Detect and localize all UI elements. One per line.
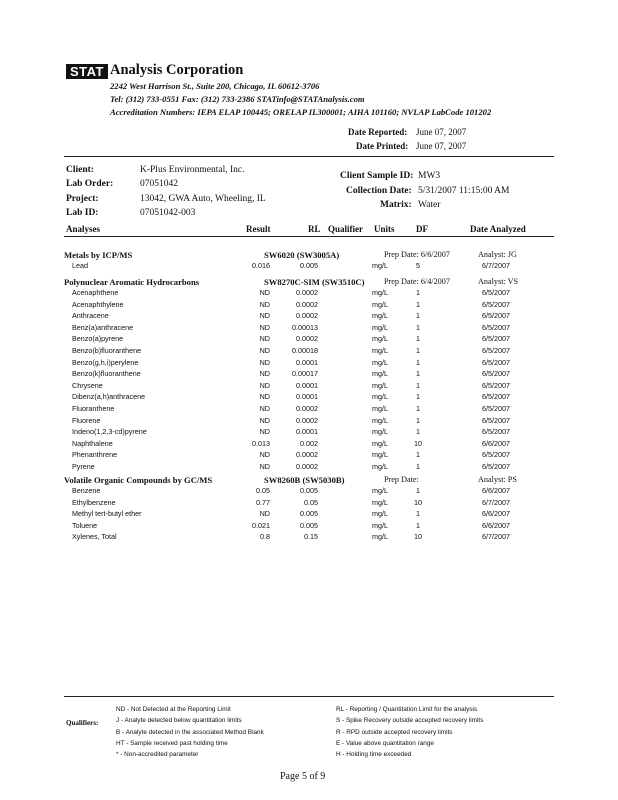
qualifier-note: S - Spike Recovery outside accepted recovery limits [336, 717, 484, 724]
analyte-units: mg/L [372, 532, 388, 542]
analyte-rl: 0.002 [300, 438, 318, 448]
analyte-date: 6/5/2007 [482, 392, 510, 402]
company-name: Analysis Corporation [110, 62, 244, 78]
analyte-name: Benzo(a)pyrene [72, 334, 124, 344]
project-value: 13042, GWA Auto, Wheeling, IL [140, 194, 266, 204]
analyte-rl: 0.005 [300, 509, 318, 519]
analyte-units: mg/L [372, 357, 388, 367]
matrix-value: Water [418, 200, 441, 210]
analyte-rl: 0.0001 [296, 427, 318, 437]
analyte-rl: 0.05 [304, 497, 318, 507]
analyte-date: 6/7/2007 [482, 261, 510, 270]
analyte-date: 6/5/2007 [482, 346, 510, 355]
analyte-date: 6/6/2007 [482, 509, 510, 519]
analyte-date: 6/5/2007 [482, 415, 510, 425]
analyte-units: mg/L [372, 380, 388, 390]
analyte-result: 0.013 [252, 438, 270, 448]
lab-order-value: 07051042 [140, 179, 178, 189]
analyte-units: mg/L [372, 288, 388, 297]
accreditation-numbers: Accreditation Numbers: IEPA ELAP 100445; ORELAP IL300001; AIHA 101160; NVLAP LabCode 101202 [110, 107, 492, 117]
analyte-result: ND [259, 509, 270, 519]
analyte-name: Pyrene [72, 462, 95, 471]
analyte-df: 10 [414, 438, 422, 448]
analyte-df: 1 [416, 404, 420, 413]
analyte-result: ND [259, 288, 270, 297]
table-header-line [64, 236, 554, 237]
analyte-df: 10 [414, 497, 422, 507]
analyte-df: 1 [416, 288, 420, 297]
analyte-result: ND [259, 311, 270, 321]
analyte-name: Naphthalene [72, 438, 113, 448]
analyte-date: 6/5/2007 [482, 404, 510, 413]
analyte-rl: 0.0002 [296, 450, 318, 460]
analyte-date: 6/5/2007 [482, 322, 510, 332]
analyte-units: mg/L [372, 299, 388, 309]
qualifier-note: * - Non-accredited parameter [116, 751, 199, 758]
analyte-result: ND [259, 450, 270, 460]
company-address: 2242 West Harrison St., Suite 200, Chicago, IL 60612-3706 [110, 81, 320, 91]
analyte-name: Xylenes, Total [72, 532, 117, 542]
analyte-rl: 0.15 [304, 532, 318, 542]
analyte-date: 6/5/2007 [482, 369, 510, 379]
analyte-df: 1 [416, 299, 420, 309]
analyte-units: mg/L [372, 450, 388, 460]
analyte-name: Ethylbenzene [72, 497, 116, 507]
analyte-name: Benzene [72, 486, 101, 495]
analyte-result: 0.021 [252, 520, 270, 530]
analyte-name: Benzo(g,h,i)perylene [72, 357, 139, 367]
analyte-rl: 0.005 [300, 261, 318, 270]
analyte-rl: 0.0002 [296, 462, 318, 471]
analyte-name: Chrysene [72, 380, 103, 390]
section-method: SW6020 (SW3005A) [264, 250, 340, 260]
section-prep-date: Prep Date: [384, 475, 419, 484]
analyte-date: 6/6/2007 [482, 520, 510, 530]
analyte-date: 6/5/2007 [482, 380, 510, 390]
footer-divider [64, 696, 554, 697]
analyte-df: 1 [416, 392, 420, 402]
company-logo: STAT [66, 64, 108, 79]
col-analyses: Analyses [66, 224, 101, 234]
analyte-result: ND [259, 380, 270, 390]
analyte-df: 1 [416, 520, 420, 530]
lab-id-label: Lab ID: [66, 208, 99, 218]
analyte-name: Acenaphthene [72, 288, 119, 297]
collection-date-value: 5/31/2007 11:15:00 AM [418, 186, 510, 196]
analyte-units: mg/L [372, 392, 388, 402]
analyte-name: Benz(a)anthracene [72, 322, 134, 332]
analyte-result: 0.05 [256, 486, 270, 495]
qualifier-note: B - Analyte detected in the associated Method Blank [116, 729, 264, 736]
col-rl: RL [308, 224, 321, 234]
analyte-df: 1 [416, 322, 420, 332]
analyte-result: ND [259, 322, 270, 332]
analyte-name: Indeno(1,2,3-cd)pyrene [72, 427, 147, 437]
analyte-name: Anthracene [72, 311, 109, 321]
analyte-units: mg/L [372, 462, 388, 471]
project-label: Project: [66, 194, 99, 204]
col-date-analyzed: Date Analyzed [470, 224, 526, 234]
analyte-date: 6/5/2007 [482, 299, 510, 309]
analyte-date: 6/5/2007 [482, 288, 510, 297]
analyte-units: mg/L [372, 334, 388, 344]
analyte-date: 6/5/2007 [482, 334, 510, 344]
sample-id-value: MW3 [418, 171, 441, 181]
analyte-df: 1 [416, 462, 420, 471]
lab-order-label: Lab Order: [66, 179, 114, 189]
analyte-units: mg/L [372, 486, 388, 495]
analyte-result: ND [259, 357, 270, 367]
analyte-rl: 0.0002 [296, 299, 318, 309]
analyte-name: Acenaphthylene [72, 299, 124, 309]
analyte-units: mg/L [372, 369, 388, 379]
analyte-units: mg/L [372, 311, 388, 321]
analyte-rl: 0.0002 [296, 334, 318, 344]
analyte-name: Dibenz(a,h)anthracene [72, 392, 146, 402]
analyte-result: ND [259, 415, 270, 425]
analyte-name: Lead [72, 261, 88, 270]
analyte-date: 6/6/2007 [482, 438, 510, 448]
analyte-df: 1 [416, 415, 420, 425]
analyte-df: 1 [416, 427, 420, 437]
analyte-rl: 0.00017 [292, 369, 318, 379]
analyte-rl: 0.0001 [296, 380, 318, 390]
sample-id-label: Client Sample ID: [340, 171, 414, 181]
section-title: Volatile Organic Compounds by GC/MS [64, 475, 213, 485]
section-title: Polynuclear Aromatic Hydrocarbons [64, 277, 200, 287]
section-prep-date: Prep Date: 6/4/2007 [384, 277, 450, 286]
analyte-date: 6/7/2007 [482, 497, 510, 507]
section-analyst: Analyst: JG [478, 250, 517, 259]
analyte-name: Phenanthrene [72, 450, 118, 460]
analyte-df: 5 [416, 261, 420, 270]
analyte-rl: 0.005 [300, 520, 318, 530]
analyte-date: 6/5/2007 [482, 450, 510, 460]
analyte-df: 1 [416, 509, 420, 519]
qualifier-note: HT - Sample received past holding time [116, 740, 228, 747]
analyte-units: mg/L [372, 415, 388, 425]
analyte-rl: 0.0002 [296, 311, 318, 321]
date-printed-label: Date Printed: [356, 141, 409, 151]
analyte-name: Benzo(b)fluoranthene [72, 346, 142, 355]
analyte-result: ND [259, 427, 270, 437]
qualifiers-label: Qualifiers: [66, 719, 99, 727]
analyte-df: 1 [416, 357, 420, 367]
analyte-rl: 0.00018 [292, 346, 318, 355]
analyte-name: Benzo(k)fluoranthene [72, 369, 141, 379]
lab-id-value: 07051042-003 [140, 208, 196, 218]
analyte-df: 1 [416, 380, 420, 390]
section-method: SW8260B (SW5030B) [264, 475, 345, 485]
collection-date-label: Collection Date: [346, 186, 412, 196]
qualifier-note: ND - Not Detected at the Reporting Limit [116, 706, 231, 713]
col-result: Result [246, 224, 271, 234]
col-qualifier: Qualifier [328, 224, 363, 234]
section-title: Metals by ICP/MS [64, 250, 133, 260]
section-method: SW8270C-SIM (SW3510C) [264, 277, 365, 287]
analyte-result: ND [259, 299, 270, 309]
divider-line [64, 156, 554, 157]
analyte-date: 6/5/2007 [482, 311, 510, 321]
analyte-result: ND [259, 462, 270, 471]
analyte-df: 1 [416, 334, 420, 344]
section-prep-date: Prep Date: 6/6/2007 [384, 250, 450, 259]
analyte-df: 1 [416, 346, 420, 355]
analyte-units: mg/L [372, 322, 388, 332]
analyte-units: mg/L [372, 520, 388, 530]
analyte-df: 1 [416, 450, 420, 460]
col-df: DF [416, 224, 428, 234]
analyte-result: ND [259, 346, 270, 355]
analyte-units: mg/L [372, 427, 388, 437]
analyte-rl: 0.005 [300, 486, 318, 495]
date-reported-label: Date Reported: [348, 127, 408, 137]
analyte-name: Toluene [72, 520, 98, 530]
matrix-label: Matrix: [380, 200, 412, 210]
analyte-rl: 0.00013 [292, 322, 318, 332]
page-number: Page 5 of 9 [280, 771, 326, 782]
date-printed: June 07, 2007 [416, 141, 467, 151]
analyte-date: 6/5/2007 [482, 462, 510, 471]
analyte-rl: 0.0002 [296, 288, 318, 297]
analyte-result: ND [259, 404, 270, 413]
section-analyst: Analyst: PS [478, 475, 517, 484]
analyte-df: 1 [416, 311, 420, 321]
client-label: Client: [66, 165, 94, 175]
analyte-rl: 0.0002 [296, 415, 318, 425]
analyte-name: Fluorene [72, 415, 101, 425]
analyte-rl: 0.0001 [296, 357, 318, 367]
section-analyst: Analyst: VS [478, 277, 519, 286]
analyte-name: Methyl tert-butyl ether [72, 509, 142, 519]
client-value: K-Plus Environmental, Inc. [140, 165, 245, 175]
analyte-result: ND [259, 334, 270, 344]
analyte-result: 0.77 [256, 497, 270, 507]
analyte-date: 6/7/2007 [482, 532, 510, 542]
qualifier-note: RL - Reporting / Quantitation Limit for the analysis [336, 706, 478, 713]
analyte-result: 0.016 [252, 261, 270, 270]
qualifier-note: J - Analyte detected below quantitation limits [116, 717, 242, 724]
company-contact: Tel: (312) 733-0551 Fax: (312) 733-2386 STATinfo@STATAnalysis.com [110, 94, 365, 104]
analyte-units: mg/L [372, 261, 388, 270]
analyte-name: Fluoranthene [72, 404, 115, 413]
analyte-rl: 0.0001 [296, 392, 318, 402]
analyte-rl: 0.0002 [296, 404, 318, 413]
qualifier-note: E - Value above quantitation range [336, 740, 434, 747]
qualifier-note: R - RPD outside accepted recovery limits [336, 729, 453, 736]
analyte-units: mg/L [372, 509, 388, 519]
analyte-result: ND [259, 392, 270, 402]
analyte-units: mg/L [372, 497, 388, 507]
date-reported: June 07, 2007 [416, 127, 467, 137]
analyte-units: mg/L [372, 438, 388, 448]
analyte-units: mg/L [372, 404, 388, 413]
analyte-df: 1 [416, 486, 420, 495]
col-units: Units [374, 224, 395, 234]
analyte-date: 6/5/2007 [482, 357, 510, 367]
analyte-date: 6/5/2007 [482, 427, 510, 437]
analyte-date: 6/6/2007 [482, 486, 510, 495]
analyte-result: 0.8 [260, 532, 270, 542]
analyte-df: 1 [416, 369, 420, 379]
analyte-units: mg/L [372, 346, 388, 355]
analyte-df: 10 [414, 532, 422, 542]
analyte-result: ND [259, 369, 270, 379]
qualifier-note: H - Holding time exceeded [336, 751, 412, 758]
